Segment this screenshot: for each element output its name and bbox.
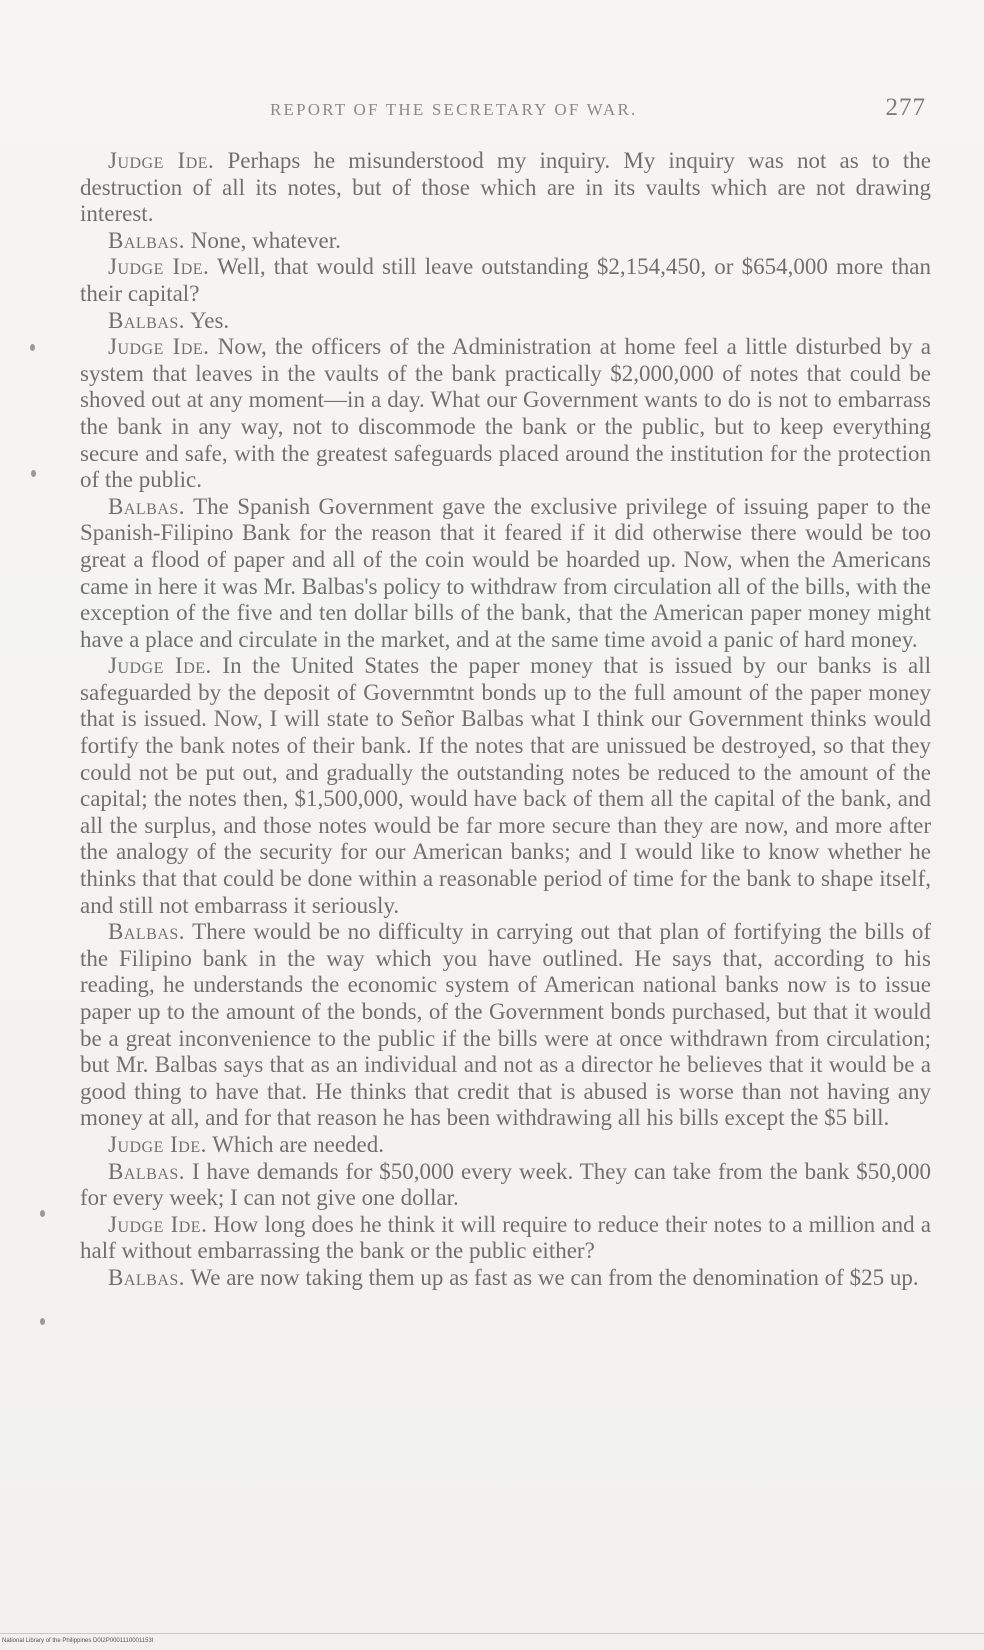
speaker-name: Balbas. xyxy=(108,307,186,333)
speaker-name: Judge Ide. xyxy=(108,653,212,679)
paragraph-text: None, whatever. xyxy=(185,227,341,253)
paragraph xyxy=(80,1159,931,1212)
paragraph-text: Now, the officers of the Administration at home feel a little disturbed by a system that leaves in the vaults of the bank practically $2,000,000 of notes that could be shoved out at any moment—in a day. What our Government wants to do is not to embarrass the bank in any way, not to discommode the bank or the public, but to keep everything secure and safe, with the greatest safeguards placed around the institution for the protection of the public. xyxy=(80,334,931,493)
page-footer xyxy=(0,1632,984,1644)
paragraph xyxy=(80,308,931,335)
paragraph xyxy=(80,494,931,654)
paragraph-text: The Spanish Government gave the exclusive privilege of issuing paper to the Spanish-Filipino Bank for the reason that it feared if it did otherwise there would be too great a flood of paper and all of the coin would be hoarded up. Now, when the Americans came in here it was Mr. Balbas's policy to withdraw from circulation all of the bills, with the exception of the five and ten dollar bills of the bank, that the American paper money might have a place and circulate in the market, and at the same time avoid a panic of hard money. xyxy=(80,493,931,652)
paragraph-text: How long does he think it will require to reduce their notes to a million and a half without embarrassing the bank or the public either? xyxy=(80,1211,931,1264)
margin-speck xyxy=(40,1318,45,1325)
speaker-name: Judge Ide. xyxy=(108,334,210,360)
speaker-name: Balbas. xyxy=(108,227,186,253)
speaker-name: Balbas. xyxy=(108,919,186,945)
speaker-name: Judge Ide. xyxy=(108,148,215,173)
paragraph xyxy=(80,228,931,255)
paragraph-text: We are now taking them up as fast as we can from the denomination of $25 up. xyxy=(185,1264,919,1290)
paragraph-text: Perhaps he misunderstood my inquiry. My inquiry was not as to the destruction of all its notes, but of those which are in its vaults which are not drawing interest. xyxy=(80,148,931,227)
page-number: 277 xyxy=(885,94,926,121)
speaker-name: Balbas. xyxy=(108,1264,186,1290)
speaker-name: Judge Ide. xyxy=(108,1211,208,1237)
paragraph xyxy=(80,919,931,1132)
running-head: REPORT OF THE SECRETARY OF WAR. xyxy=(270,100,638,119)
paragraph-text: Well, that would still leave outstanding $2,154,450, or $654,000 more than their capital? xyxy=(80,254,931,306)
paragraph-text: In the United States the paper money that is issued by our banks is all safeguarded by the deposit of Governmtnt bonds up to the full amount of the paper money that is issued. Now, I will state to Señor Balbas what I think our Government thinks would fortify the bank notes of their bank. If the notes that are unissued be destroyed, so that they could not be put out, and gradually the outstanding notes be reduced to the amount of the capital; the notes then, $1,500,000, would have back of them all the capital of the bank, and all the surplus, and those notes would be far more secure than they are now, and more after the analogy of the security for our American banks; and I would like to know whether he thinks that that could be done within a reasonable period of time for the bank to shape itself, and still not embarrass it seriously. xyxy=(80,653,931,918)
testimony-body xyxy=(80,148,931,1292)
paragraph-text: I have demands for $50,000 every week. They can take from the bank $50,000 for every week; I can not give one dollar. xyxy=(80,1158,931,1211)
speaker-name: Balbas. xyxy=(108,493,186,519)
speaker-name: Judge Ide. xyxy=(108,1131,207,1157)
speaker-name: Judge Ide. xyxy=(108,254,210,280)
margin-speck xyxy=(30,344,35,351)
paragraph xyxy=(80,334,931,494)
footer-rule xyxy=(0,1633,984,1634)
margin-speck xyxy=(31,470,36,477)
paragraph-text: Which are needed. xyxy=(206,1131,384,1157)
paragraph xyxy=(80,148,931,228)
paragraph-text: There would be no difficulty in carrying out that plan of fortifying the bills of the Filipino bank in the way which you have outlined. He says that, according to his reading, he understands the economic system of American national banks now is to issue paper up to the amount of the bonds, of the Government bonds purchased, but that it would be a great inconvenience to the public if the bills were at once withdrawn from circulation; but Mr. Balbas says that as an individual and not as a director he believes that it would be a good thing to have that. He thinks that credit that is abused is worse than not having any money at all, and for that reason he has been withdrawing all his bills except the $5 bill. xyxy=(80,919,931,1131)
library-credit: National Library of the Philippines D0I2P0001110001153I xyxy=(2,1638,154,1644)
page-header xyxy=(270,94,930,126)
speaker-name: Balbas. xyxy=(108,1158,186,1184)
paragraph xyxy=(80,1132,931,1159)
margin-speck xyxy=(40,1210,45,1217)
paragraph-text: Yes. xyxy=(185,307,230,333)
paragraph xyxy=(80,1212,931,1265)
paragraph xyxy=(80,653,931,919)
paragraph xyxy=(80,1265,931,1292)
paragraph xyxy=(80,254,931,307)
